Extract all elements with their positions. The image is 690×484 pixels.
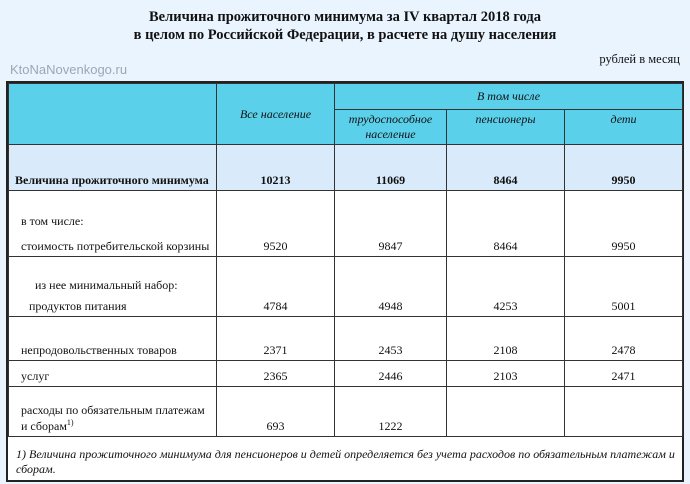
title-line-2: в целом по Российской Федерации, в расчете на душу населения xyxy=(133,27,557,43)
row-label-line1: из нее минимальный набор: xyxy=(35,278,178,292)
cell-children: 2478 xyxy=(565,317,683,361)
title-line-1: Величина прожиточного минимума за IV квартал 2018 года xyxy=(149,9,541,25)
row-label: непродовольственных товаров xyxy=(9,317,217,361)
units-label: рублей в месяц xyxy=(599,52,680,66)
cell-working: 2446 xyxy=(335,361,447,387)
cell-all: 9520 xyxy=(217,191,335,257)
row-label xyxy=(9,257,217,317)
watermark: KtoNaNovenkogo.ru xyxy=(10,62,128,77)
subsistence-table xyxy=(8,83,683,437)
table-row xyxy=(9,191,683,257)
cell-pensioners: 8464 xyxy=(447,145,565,191)
header-children: дети xyxy=(565,110,683,145)
row-label-text: расходы по обязательным платежам и сборам xyxy=(21,403,205,433)
cell-all: 10213 xyxy=(217,145,335,191)
table-row xyxy=(9,145,683,191)
cell-working: 9847 xyxy=(335,191,447,257)
cell-working: 2453 xyxy=(335,317,447,361)
header-blank xyxy=(9,84,217,145)
header-pensioners: пенсионеры xyxy=(447,110,565,145)
row-label xyxy=(9,387,217,437)
table-row xyxy=(9,257,683,317)
cell-working: 11069 xyxy=(335,145,447,191)
cell-all: 2365 xyxy=(217,361,335,387)
cell-all: 4784 xyxy=(217,257,335,317)
cell-children: 9950 xyxy=(565,145,683,191)
cell-children: 9950 xyxy=(565,191,683,257)
cell-pensioners: 8464 xyxy=(447,191,565,257)
header-group: В том числе xyxy=(335,84,683,110)
cell-children: 5001 xyxy=(565,257,683,317)
cell-children xyxy=(565,387,683,437)
table-row xyxy=(9,387,683,437)
row-label-line2: продуктов питания xyxy=(29,299,127,313)
table-title xyxy=(0,8,690,44)
footnote: 1) Величина прожиточного минимума для пенсионеров и детей определяется без учета расходов по обязательным платежам и сборам. xyxy=(16,447,675,476)
footnote-mark: 1) xyxy=(66,418,74,427)
cell-pensioners: 2108 xyxy=(447,317,565,361)
row-label-line1: в том числе: xyxy=(21,214,84,228)
header-all: Все население xyxy=(217,84,335,145)
cell-working: 1222 xyxy=(335,387,447,437)
row-label xyxy=(9,191,217,257)
table-row xyxy=(9,361,683,387)
cell-pensioners: 2103 xyxy=(447,361,565,387)
cell-children: 2471 xyxy=(565,361,683,387)
cell-all: 2371 xyxy=(217,317,335,361)
row-label: Величина прожиточного минимума xyxy=(9,145,217,191)
cell-pensioners: 4253 xyxy=(447,257,565,317)
table-row xyxy=(9,317,683,361)
row-label-line2: стоимость потребительской корзины xyxy=(21,239,210,253)
cell-working: 4948 xyxy=(335,257,447,317)
row-label: услуг xyxy=(9,361,217,387)
header-working: трудоспособное население xyxy=(335,110,447,145)
table-frame xyxy=(6,81,684,482)
cell-pensioners xyxy=(447,387,565,437)
cell-all: 693 xyxy=(217,387,335,437)
